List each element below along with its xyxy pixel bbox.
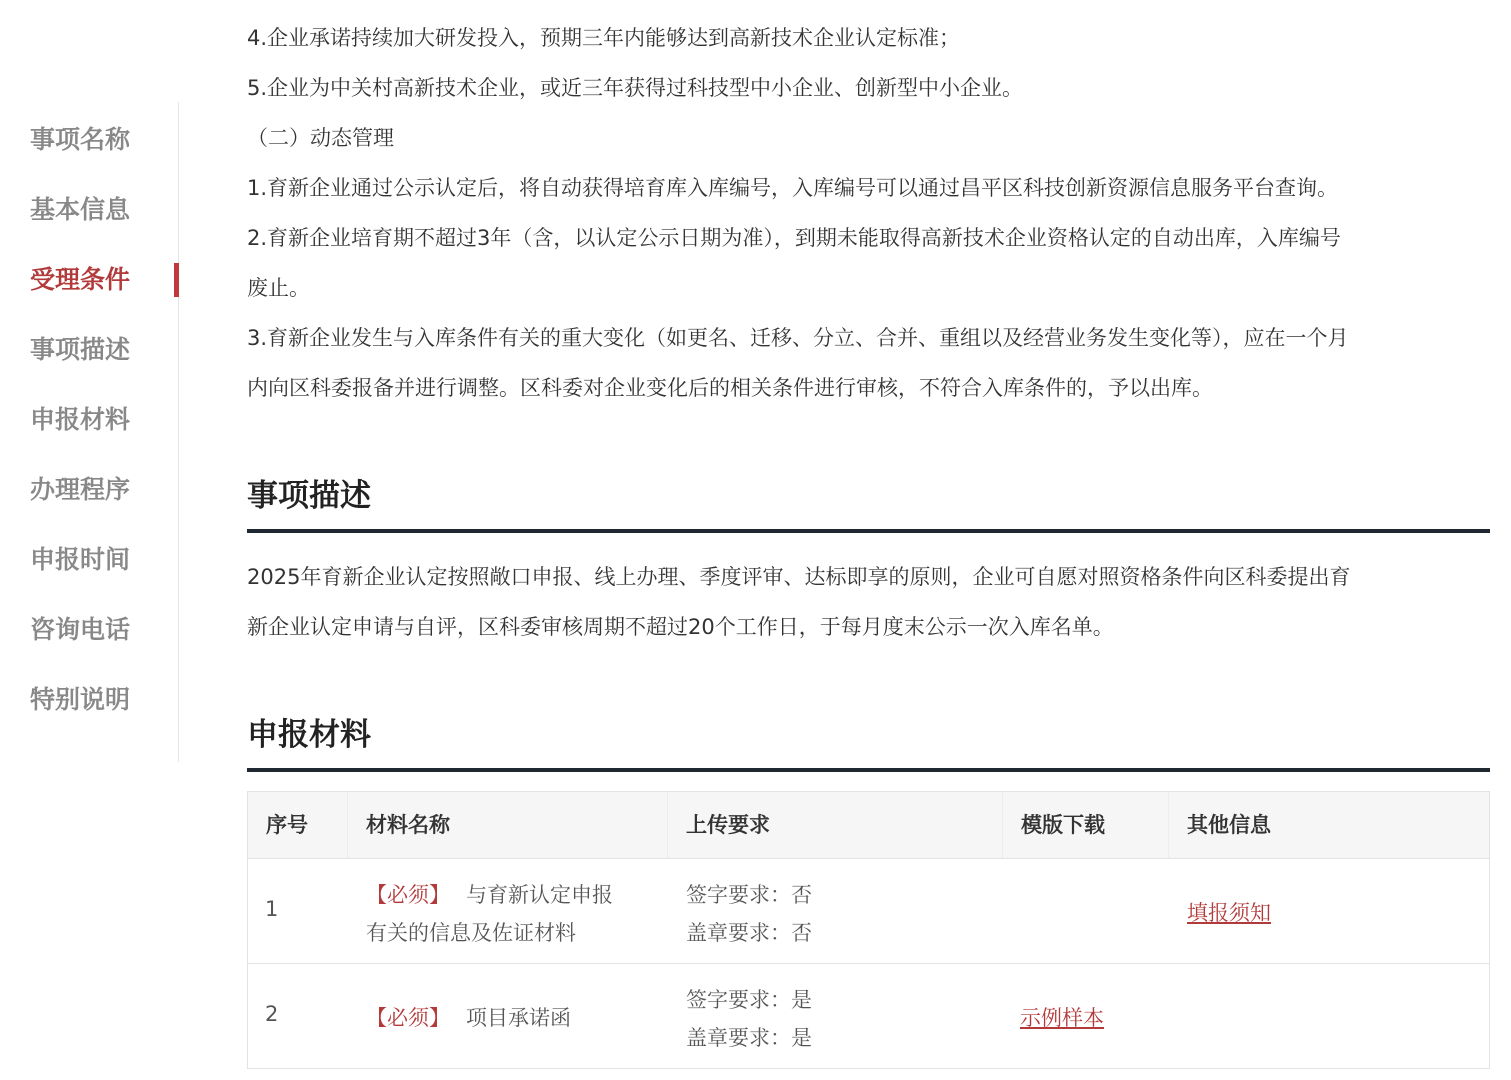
dynamic-line-3b: 内向区科委报备并进行调整。区科委对企业变化后的相关条件进行审核，不符合入库条件的，予以出库。 [247, 376, 1213, 400]
dynamic-line-2b: 废止。 [247, 276, 310, 300]
side-nav [0, 102, 179, 762]
description-rule [247, 529, 1490, 533]
required-tag: 【必须】 [366, 883, 450, 907]
nav-active-indicator [174, 263, 179, 297]
nav-item-description[interactable]: 事项描述 [30, 335, 131, 364]
condition-line-5: 5.企业为中关村高新技术企业，或近三年获得过科技型中小企业、创新型中小企业。 [247, 76, 1024, 100]
nav-item-materials[interactable]: 申报材料 [30, 405, 131, 434]
table-row [248, 964, 1489, 1068]
nav-item-name[interactable]: 事项名称 [30, 125, 131, 154]
dynamic-management-heading: （二）动态管理 [247, 126, 394, 150]
dynamic-line-3a: 3.育新企业发生与入库条件有关的重大变化（如更名、迁移、分立、合并、重组以及经营业务发生变化等），应在一个月 [247, 326, 1349, 350]
required-tag: 【必须】 [366, 1006, 450, 1030]
row-no: 2 [265, 1002, 279, 1026]
nav-item-procedure[interactable]: 办理程序 [30, 475, 131, 504]
fill-instructions-link[interactable]: 填报须知 [1187, 901, 1271, 925]
materials-title: 申报材料 [247, 717, 371, 753]
row-no: 1 [265, 897, 279, 921]
material-name-cont: 有关的信息及佐证材料 [366, 921, 576, 945]
table-header [248, 792, 1489, 859]
col-header-no: 序号 [248, 792, 348, 858]
col-header-upload: 上传要求 [668, 792, 1003, 858]
col-header-name: 材料名称 [348, 792, 668, 858]
nav-item-basic-info[interactable]: 基本信息 [30, 195, 131, 224]
seal-requirement: 盖章要求：是 [686, 1026, 812, 1050]
seal-requirement: 盖章要求：否 [686, 921, 812, 945]
nav-item-conditions[interactable]: 受理条件 [30, 265, 131, 294]
dynamic-line-2a: 2.育新企业培育期不超过3年（含，以认定公示日期为准），到期未能取得高新技术企业资格认定的自动出库，入库编号 [247, 226, 1341, 250]
sign-requirement: 签字要求：是 [686, 988, 812, 1012]
materials-rule [247, 768, 1490, 772]
nav-item-time[interactable]: 申报时间 [30, 545, 131, 574]
col-header-other: 其他信息 [1187, 813, 1271, 837]
sign-requirement: 签字要求：否 [686, 883, 812, 907]
dynamic-line-1: 1.育新企业通过公示认定后，将自动获得培育库入库编号，入库编号可以通过昌平区科技创新资源信息服务平台查询。 [247, 176, 1339, 200]
description-text-a: 2025年育新企业认定按照敞口申报、线上办理、季度评审、达标即享的原则，企业可自愿对照资格条件向区科委提出育 [247, 565, 1351, 589]
description-text-b: 新企业认定申请与自评，区科委审核周期不超过20个工作日，于每月度末公示一次入库名单。 [247, 615, 1114, 639]
nav-item-notes[interactable]: 特别说明 [30, 685, 131, 714]
sample-template-link[interactable]: 示例样本 [1020, 1006, 1104, 1030]
nav-item-phone[interactable]: 咨询电话 [30, 615, 131, 644]
material-name: 与育新认定申报 [466, 883, 613, 907]
condition-line-4: 4.企业承诺持续加大研发投入，预期三年内能够达到高新技术企业认定标准； [247, 26, 961, 50]
materials-table [247, 791, 1490, 1069]
table-row [248, 859, 1489, 964]
description-title: 事项描述 [247, 478, 371, 514]
col-header-template: 模版下载 [1003, 792, 1169, 858]
material-name: 项目承诺函 [466, 1006, 571, 1030]
